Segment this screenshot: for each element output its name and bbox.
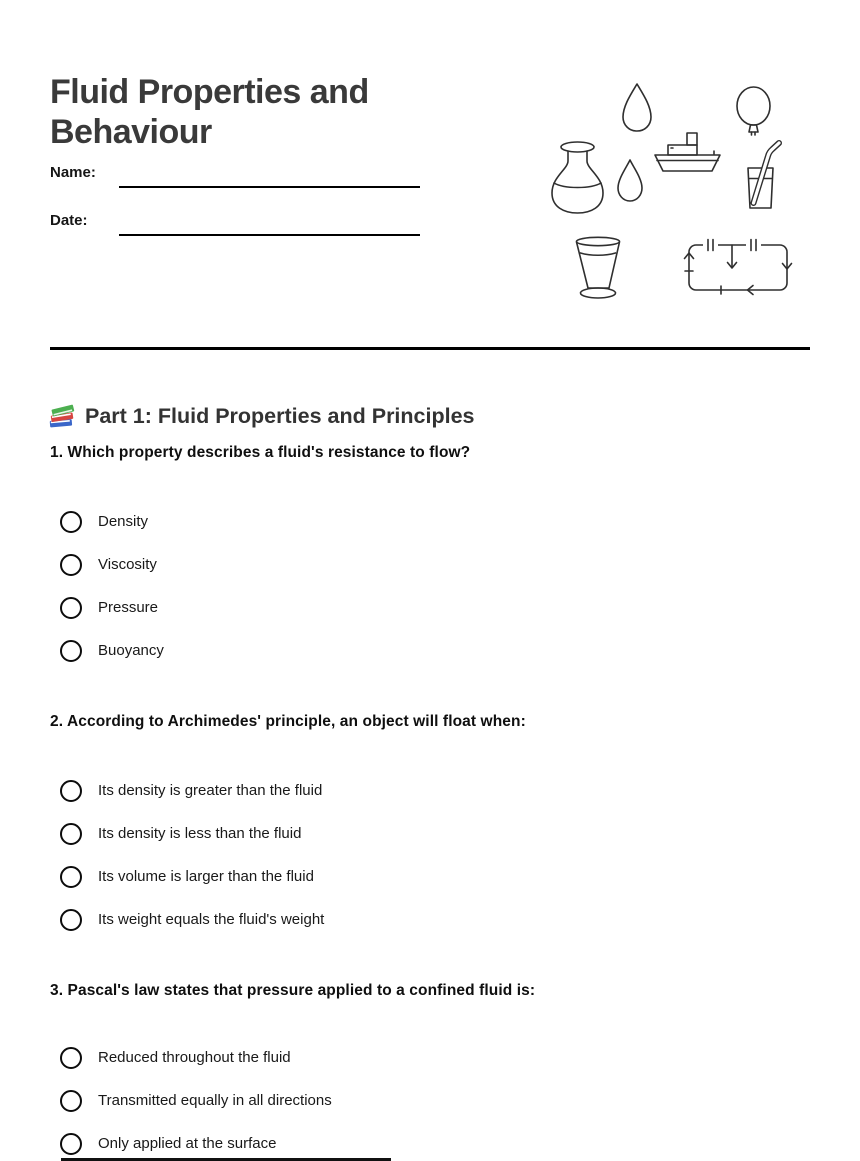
name-label: Name: xyxy=(50,164,96,181)
radio-button[interactable] xyxy=(60,1047,82,1069)
question-1: 1. Which property describes a fluid's resistance to flow? xyxy=(50,444,471,461)
q1-option-viscosity[interactable] xyxy=(60,553,157,576)
option-label: Transmitted equally in all directions xyxy=(98,1092,332,1109)
radio-button[interactable] xyxy=(60,511,82,533)
date-input-line[interactable] xyxy=(119,234,420,236)
radio-button[interactable] xyxy=(60,823,82,845)
glass-with-straw-icon xyxy=(748,143,779,208)
radio-button[interactable] xyxy=(60,780,82,802)
option-label: Reduced throughout the fluid xyxy=(98,1049,291,1066)
flow-cycle-diagram-icon xyxy=(685,239,792,295)
option-label: Its volume is larger than the fluid xyxy=(98,868,314,885)
q3-option-1[interactable] xyxy=(60,1046,291,1069)
section1-heading xyxy=(48,404,475,429)
radio-button[interactable] xyxy=(60,1133,82,1155)
radio-button[interactable] xyxy=(60,1090,82,1112)
flask-icon xyxy=(552,142,603,213)
option-label: Viscosity xyxy=(98,556,157,573)
footed-glass-icon xyxy=(577,237,620,298)
question-3: 3. Pascal's law states that pressure applied to a confined fluid is: xyxy=(50,982,536,999)
q1-option-buoyancy[interactable] xyxy=(60,639,164,662)
water-drop-icon xyxy=(623,84,651,131)
question-2: 2. According to Archimedes' principle, an object will float when: xyxy=(50,713,526,730)
option-label: Its density is greater than the fluid xyxy=(98,782,323,799)
radio-button[interactable] xyxy=(60,909,82,931)
q3-option-3[interactable] xyxy=(60,1132,276,1155)
option-label: Pressure xyxy=(98,599,159,616)
option-label: Only applied at the surface xyxy=(98,1135,277,1152)
radio-button[interactable] xyxy=(60,597,82,619)
q2-option-2[interactable] xyxy=(60,822,301,845)
q2-option-3[interactable] xyxy=(60,865,314,888)
q1-option-pressure[interactable] xyxy=(60,596,158,619)
balloon-icon xyxy=(737,87,770,135)
radio-button[interactable] xyxy=(60,640,82,662)
section1-heading-text: Part 1: Fluid Properties and Principles xyxy=(85,403,475,428)
option-label: Density xyxy=(98,513,149,530)
option-label: Buoyancy xyxy=(98,642,164,659)
date-label: Date: xyxy=(50,212,88,229)
q1-option-density[interactable] xyxy=(60,510,148,533)
section-divider xyxy=(50,347,810,350)
option-label: Its density is less than the fluid xyxy=(98,825,302,842)
small-water-drop-icon xyxy=(618,160,642,201)
radio-button[interactable] xyxy=(60,866,82,888)
q2-option-4[interactable] xyxy=(60,908,324,931)
q2-option-1[interactable] xyxy=(60,779,322,802)
page-title: Fluid Properties and Behaviour xyxy=(50,72,369,151)
fluid-illustrations xyxy=(540,72,820,312)
books-icon xyxy=(48,404,75,429)
boat-icon xyxy=(655,133,720,171)
radio-button[interactable] xyxy=(60,554,82,576)
name-input-line[interactable] xyxy=(119,186,420,188)
option-label: Its weight equals the fluid's weight xyxy=(98,911,325,928)
q3-option-2[interactable] xyxy=(60,1089,332,1112)
